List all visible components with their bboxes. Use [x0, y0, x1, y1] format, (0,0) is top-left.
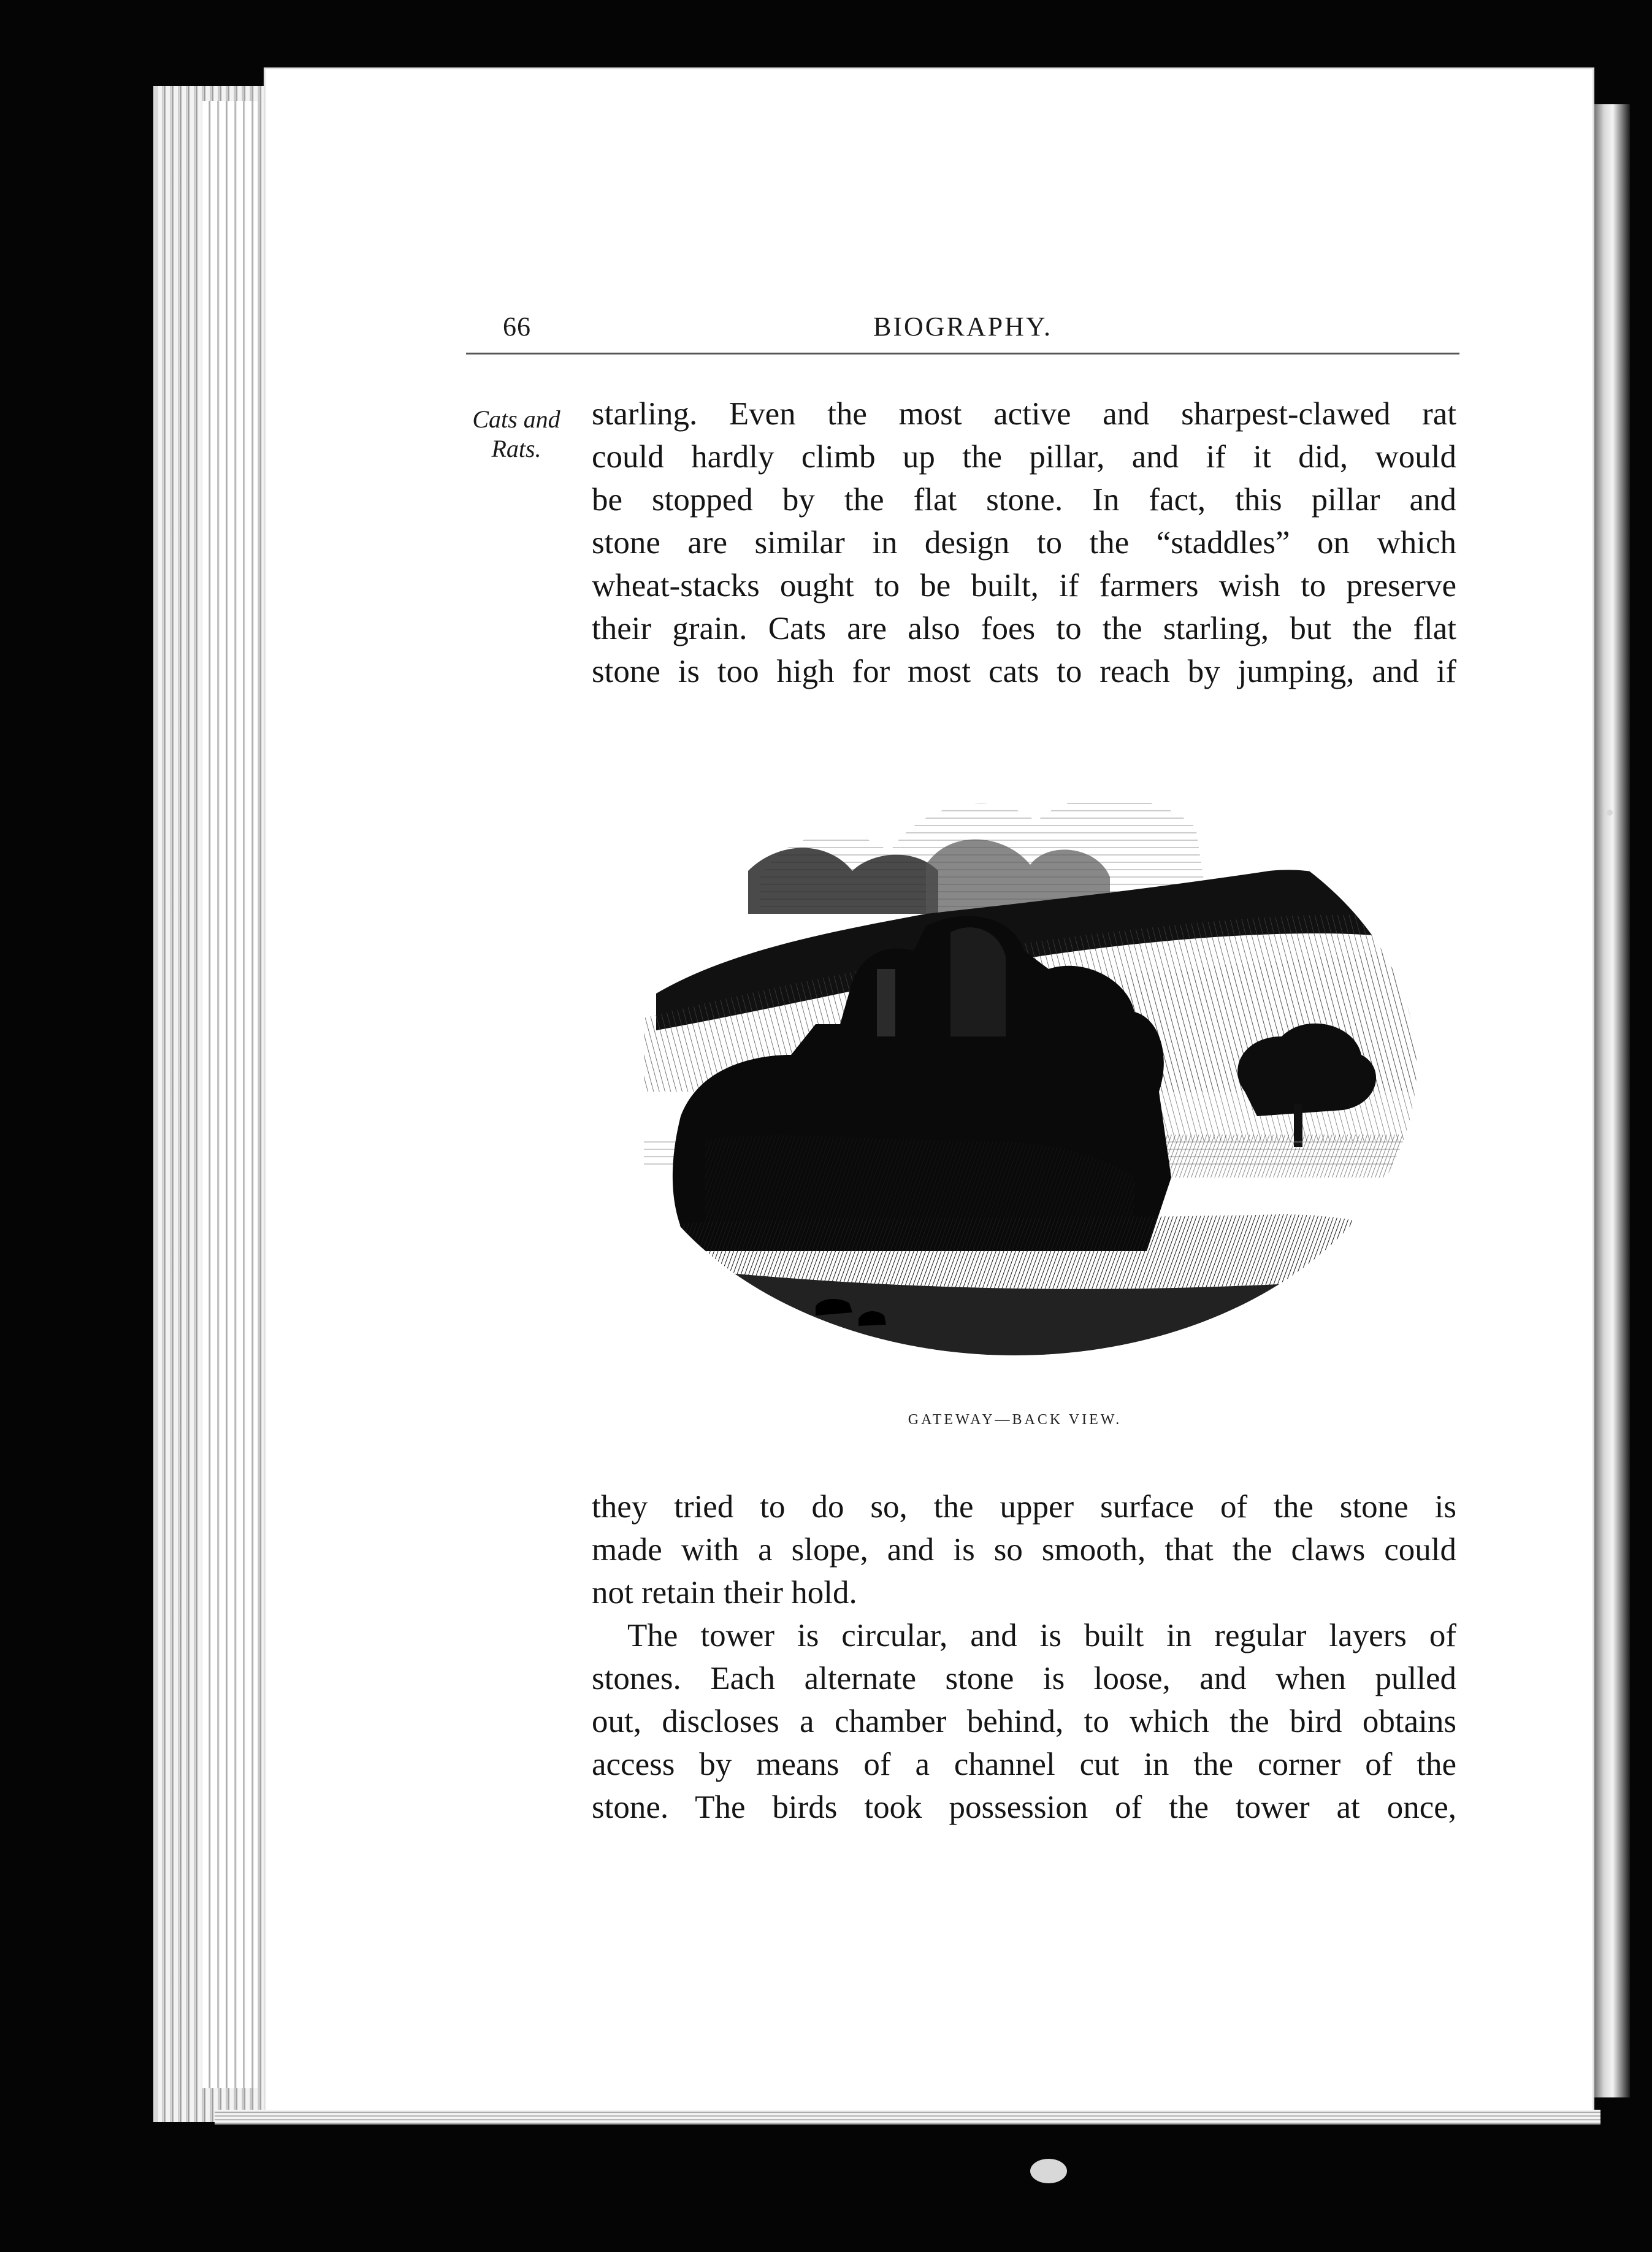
- marginal-note-line-1: Cats and: [472, 405, 560, 433]
- text-line: their grain. Cats are also foes to the starling, but the flat: [592, 611, 1456, 646]
- text-line: not retain their hold.: [592, 1575, 857, 1610]
- text-line: wheat-stacks ought to be built, if farmers wish to preserve: [592, 568, 1456, 603]
- text-line: The tower is circular, and is built in regular layers of: [627, 1618, 1456, 1653]
- text-line: made with a slope, and is so smooth, that the claws could: [592, 1532, 1456, 1568]
- running-head: [466, 310, 1459, 354]
- gateway-engraving: [607, 748, 1423, 1374]
- text-line: stone are similar in design to the “staddles” on which: [592, 525, 1456, 561]
- page-title: BIOGRAPHY.: [873, 312, 1053, 342]
- text-line: out, discloses a chamber behind, to which the bird obtains: [592, 1704, 1456, 1739]
- scan-artifact: [1030, 2159, 1067, 2183]
- text-line: stone is too high for most cats to reach by jumping, and if: [592, 654, 1456, 689]
- text-line: starling. Even the most active and sharpest-clawed rat: [592, 396, 1456, 432]
- text-line: could hardly climb up the pillar, and if it did, would: [592, 439, 1456, 475]
- bottom-page-edge: [215, 2110, 1600, 2124]
- text-line: they tried to do so, the upper surface of the stone is: [592, 1489, 1456, 1525]
- paragraph-middle: [592, 1485, 1456, 1614]
- scan-artifact: [1607, 810, 1613, 816]
- page-number: 66: [503, 312, 531, 342]
- marginal-note-line-2: Rats.: [491, 435, 541, 462]
- illustration-caption: GATEWAY—BACK VIEW.: [908, 1412, 1122, 1428]
- paragraph-bottom: [592, 1614, 1456, 1829]
- text-line: stone. The birds took possession of the tower at once,: [592, 1790, 1456, 1825]
- text-line: be stopped by the flat stone. In fact, this pillar and: [592, 482, 1456, 518]
- text-line: stones. Each alternate stone is loose, and when pulled: [592, 1661, 1456, 1696]
- text-line: access by means of a channel cut in the corner of the: [592, 1747, 1456, 1782]
- paragraph-top: [592, 393, 1456, 693]
- marginal-note: [461, 405, 572, 464]
- page-edges: [202, 101, 258, 2088]
